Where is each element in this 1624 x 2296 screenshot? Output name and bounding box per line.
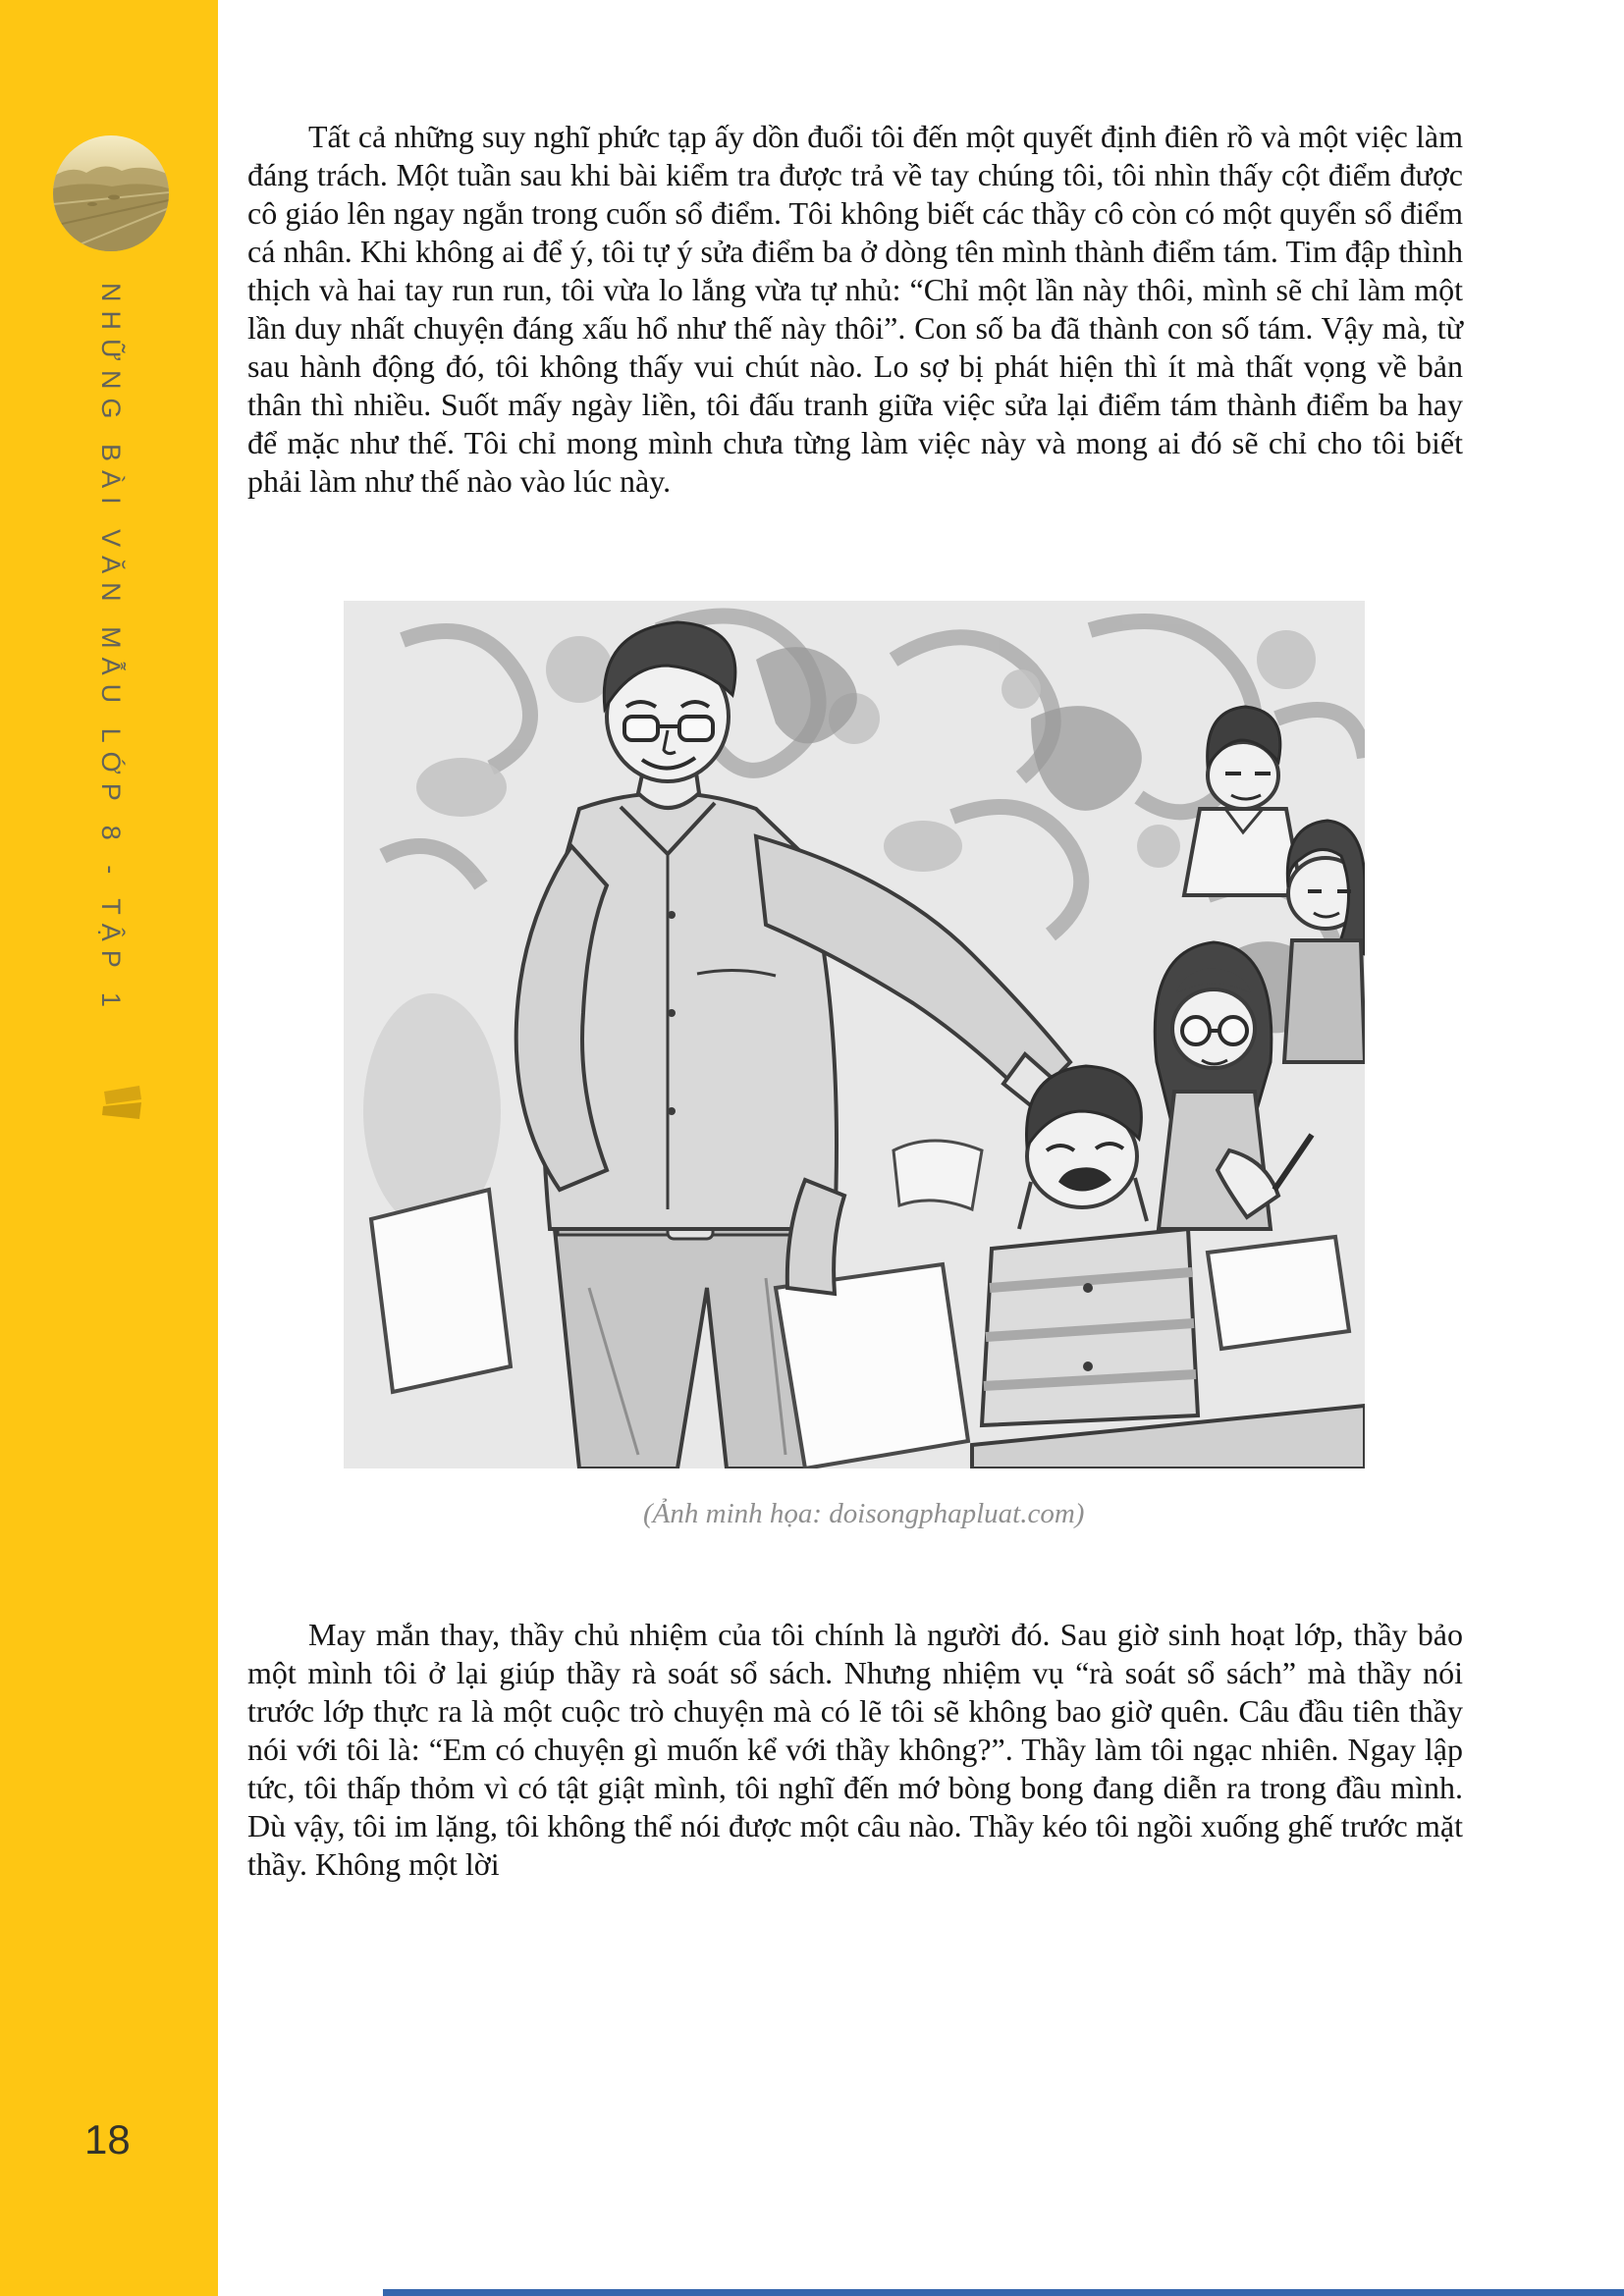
- illustration-caption: (Ảnh minh họa: doisongphapluat.com): [643, 1498, 1085, 1529]
- illustration: [344, 601, 1365, 1468]
- sidebar-series-title: NHỮNG BÀI VĂN MẪU LỚP 8 - TẬP 1: [96, 283, 126, 1016]
- bottom-accent-bar: [383, 2289, 1624, 2296]
- sidebar: [0, 0, 218, 2296]
- open-book-icon: [101, 1083, 144, 1124]
- paragraph-1: Tất cả những suy nghĩ phức tạp ấy dồn đuổi tôi đến một quyết định điên rồ và một việc làm đáng trách. Một tuần sau khi bài kiểm tra được trả về tay chúng tôi, tôi nhìn thấy cột điểm được cô giáo lên ngay ngắn trong cuốn sổ điểm. Tôi không biết các thầy cô còn có một quyển sổ điểm cá nhân. Khi không ai để ý, tôi tự ý sửa điểm ba ở dòng tên mình thành điểm tám. Tim đập thình thịch và hai tay run run, tôi vừa lo lắng vừa tự nhủ: “Chỉ một lần này thôi, mình sẽ chỉ làm một lần duy nhất chuyện đáng xấu hổ như thế này thôi”. Con số ba đã thành con số tám. Vậy mà, từ sau hành động đó, tôi không thấy vui chút nào. Lo sợ bị phát hiện thì ít mà thất vọng về bản thân thì nhiều. Suốt mấy ngày liền, tôi đấu tranh giữa việc sửa lại điểm tám thành điểm ba hay để mặc như thế. Tôi chỉ mong mình chưa từng làm việc này và mong ai đó sẽ chỉ cho tôi biết phải làm như thế nào vào lúc này.: [247, 119, 1463, 499]
- landscape-photo-icon: [53, 135, 169, 251]
- paragraph-2: May mắn thay, thầy chủ nhiệm của tôi chính là người đó. Sau giờ sinh hoạt lớp, thầy bảo một mình tôi ở lại giúp thầy rà soát sổ sách. Nhưng nhiệm vụ “rà soát sổ sách” mà thầy nói trước lớp thực ra là một cuộc trò chuyện mà có lẽ tôi sẽ không bao giờ quên. Câu đầu tiên thầy nói với tôi là: “Em có chuyện gì muốn kể với thầy không?”. Thầy làm tôi ngạc nhiên. Ngay lập tức, tôi thấp thỏm vì có tật giật mình, tôi nghĩ đến mớ bòng bong đang diễn ra trong đầu mình. Dù vậy, tôi im lặng, tôi không thể nói được một câu nào. Thầy kéo tôi ngồi xuống ghế trước mặt thầy. Không một lời: [247, 1617, 1463, 1882]
- page-number: 18: [84, 2116, 131, 2163]
